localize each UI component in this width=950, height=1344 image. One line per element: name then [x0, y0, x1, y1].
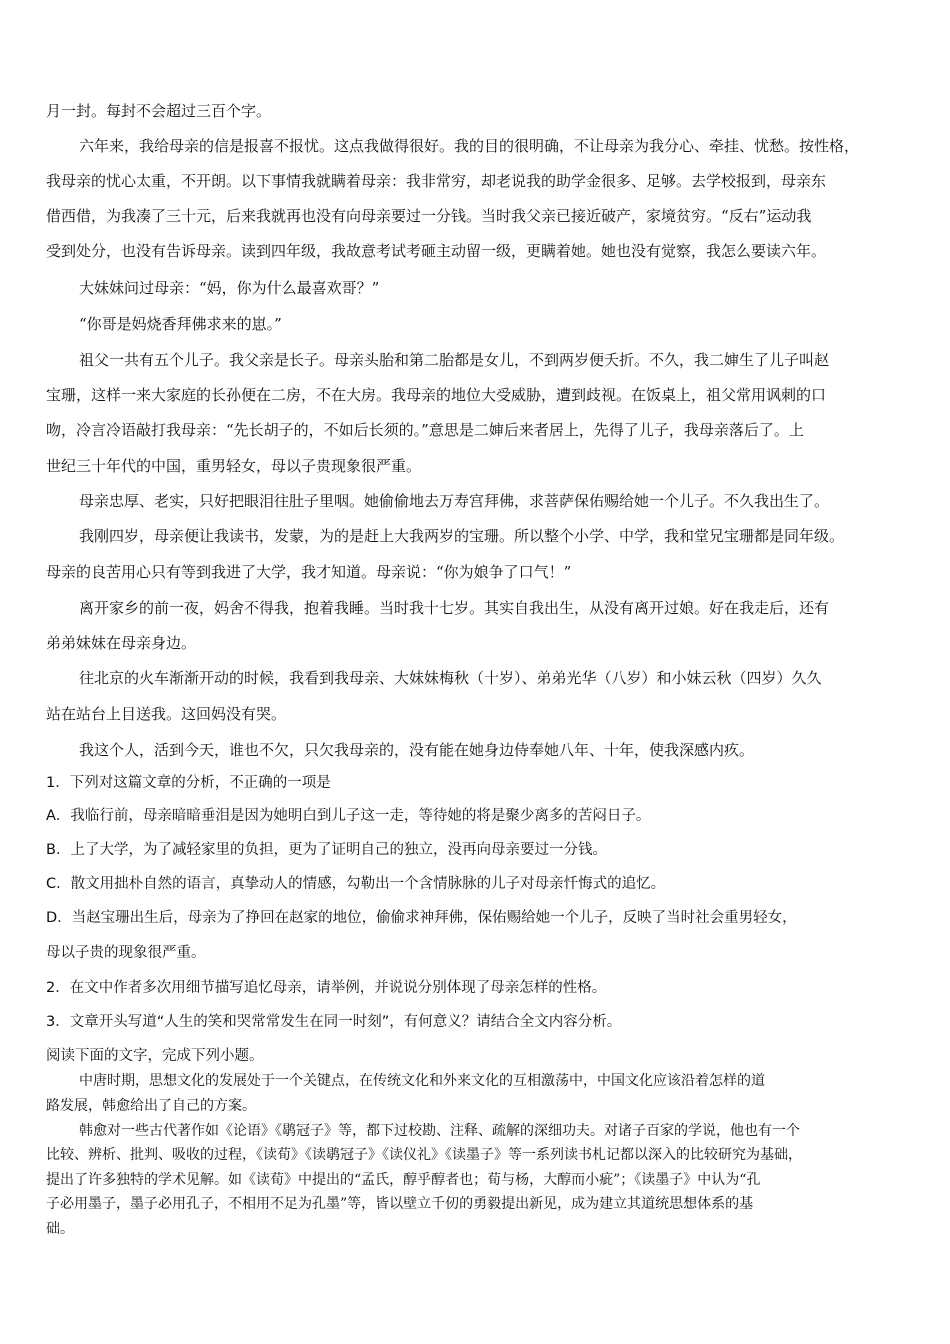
paragraph-line: 站在站台上目送我。这回妈没有哭。	[46, 705, 287, 723]
option-d: D．当赵宝珊出生后，母亲为了挣回在赵家的地位，偷偷求神拜佛，保佑赐给她一个儿子，反映了当时社会重男轻女，	[46, 910, 797, 926]
paragraph-line: 母亲忠厚、老实，只好把眼泪往肚子里咽。她偷偷地去万寿宫拜佛，求菩萨保佑赐给她一个儿子。不久我出生了。	[79, 492, 830, 510]
paragraph-line: 母亲的良苦用心只有等到我进了大学，我才知道。母亲说：“你为娘争了口气！”	[46, 563, 572, 581]
paragraph-line: 我这个人，活到今天，谁也不欠，只欠我母亲的，没有能在她身边侍奉她八年、十年，使我深感内疚。	[79, 741, 755, 759]
paragraph-line: 吻，冷言冷语敲打我母亲：“先长胡子的，不如后长须的。”意思是二婶后来者居上，先得了儿子，我母亲落后了。上	[46, 421, 804, 439]
option-a: A．我临行前，母亲暗暗垂泪是因为她明白到儿子这一走，等待她的将是聚少离多的苦闷日子。	[46, 808, 651, 824]
option-c: C．散文用拙朴自然的语言，真挚动人的情感，勾勒出一个含情脉脉的儿子对母亲忏悔式的追忆。	[46, 876, 666, 892]
paragraph-line: 六年来，我给母亲的信是报喜不报忧。这点我做得很好。我的目的很明确，不让母亲为我分心、牵挂、忧愁。按性格，	[79, 137, 860, 155]
paragraph-line: 中唐时期，思想文化的发展处于一个关键点，在传统文化和外来文化的互相激荡中，中国文化应该沿着怎样的道	[79, 1073, 765, 1089]
paragraph-line: 韩愈对一些古代著作如《论语》《鹖冠子》等，都下过校勘、注释、疏解的深细功夫。对诸子百家的学说，他也有一个	[79, 1123, 800, 1139]
paragraph-line: 弟弟妹妹在母亲身边。	[46, 634, 197, 652]
question-2: 2．在文中作者多次用细节描写追忆母亲，请举例，并说说分别体现了母亲怎样的性格。	[46, 980, 607, 996]
option-d-continued: 母以子贵的现象很严重。	[46, 945, 206, 961]
paragraph-line: 我母亲的忧心太重，不开朗。以下事情我就瞒着母亲：我非常穷，却老说我的助学金很多、足够。去学校报到，母亲东	[46, 172, 827, 190]
paragraph-line: 受到处分，也没有告诉母亲。读到四年级，我故意考试考砸主动留一级，更瞒着她。她也没有觉察，我怎么要读六年。	[46, 242, 827, 260]
option-b: B．上了大学，为了减轻家里的负担，更为了证明自己的独立，没再向母亲要过一分钱。	[46, 842, 607, 858]
paragraph-line: 祖父一共有五个儿子。我父亲是长子。母亲头胎和第二胎都是女儿，不到两岁便夭折。不久，我二婶生了儿子叫赵	[79, 351, 830, 369]
paragraph-line: 路发展，韩愈给出了自己的方案。	[46, 1098, 256, 1114]
paragraph-line: 离开家乡的前一夜，妈舍不得我，抱着我睡。当时我十七岁。其实自我出生，从没有离开过娘。好在我走后，还有	[79, 599, 830, 617]
reading-instruction: 阅读下面的文字，完成下列小题。	[46, 1048, 264, 1064]
paragraph-line: 往北京的火车渐渐开动的时候，我看到我母亲、大妹妹梅秋（十岁）、弟弟光华（八岁）和小妹云秋（四岁）久久	[79, 669, 822, 687]
paragraph-line: 我刚四岁，母亲便让我读书，发蒙，为的是赶上大我两岁的宝珊。所以整个小学、中学，我和堂兄宝珊都是同年级。	[79, 527, 845, 545]
paragraph-line: 础。	[46, 1221, 74, 1237]
paragraph-line: 比较、辨析、批判、吸收的过程，《读荀》《读鹖冠子》《读仪礼》《读墨子》等一系列读书札记都以深入的比较研究为基础，	[46, 1147, 802, 1163]
paragraph-line: 提出了许多独特的学术见解。如《读荀》中提出的“孟氏，醇乎醇者也；荀与杨，大醇而小疵”；《读墨子》中认为“孔	[46, 1172, 761, 1188]
paragraph-line: 大妹妹问过母亲：“妈，你为什么最喜欢哥？”	[79, 279, 380, 297]
paragraph-line: 世纪三十年代的中国，重男轻女，母以子贵现象很严重。	[46, 457, 422, 475]
paragraph-line: 月一封。每封不会超过三百个字。	[46, 102, 272, 120]
paragraph-line: 子必用墨子，墨子必用孔子，不相用不足为孔墨”等，皆以壁立千仞的勇毅提出新见，成为建立其道统思想体系的基	[46, 1196, 754, 1212]
paragraph-line: 宝珊，这样一来大家庭的长孙便在二房，不在大房。我母亲的地位大受威胁，遭到歧视。在饭桌上，祖父常用讽刺的口	[46, 386, 827, 404]
paragraph-line: “你哥是妈烧香拜佛求来的崽。”	[79, 315, 282, 333]
paragraph-line: 借西借，为我凑了三十元，后来我就再也没有向母亲要过一分钱。当时我父亲已接近破产，家境贫穷。“反右”运动我	[46, 207, 812, 225]
question-3: 3．文章开头写道“人生的笑和哭常常发生在同一时刻”，有何意义？请结合全文内容分析。	[46, 1014, 622, 1030]
question-stem: 1．下列对这篇文章的分析，不正确的一项是	[46, 775, 331, 791]
